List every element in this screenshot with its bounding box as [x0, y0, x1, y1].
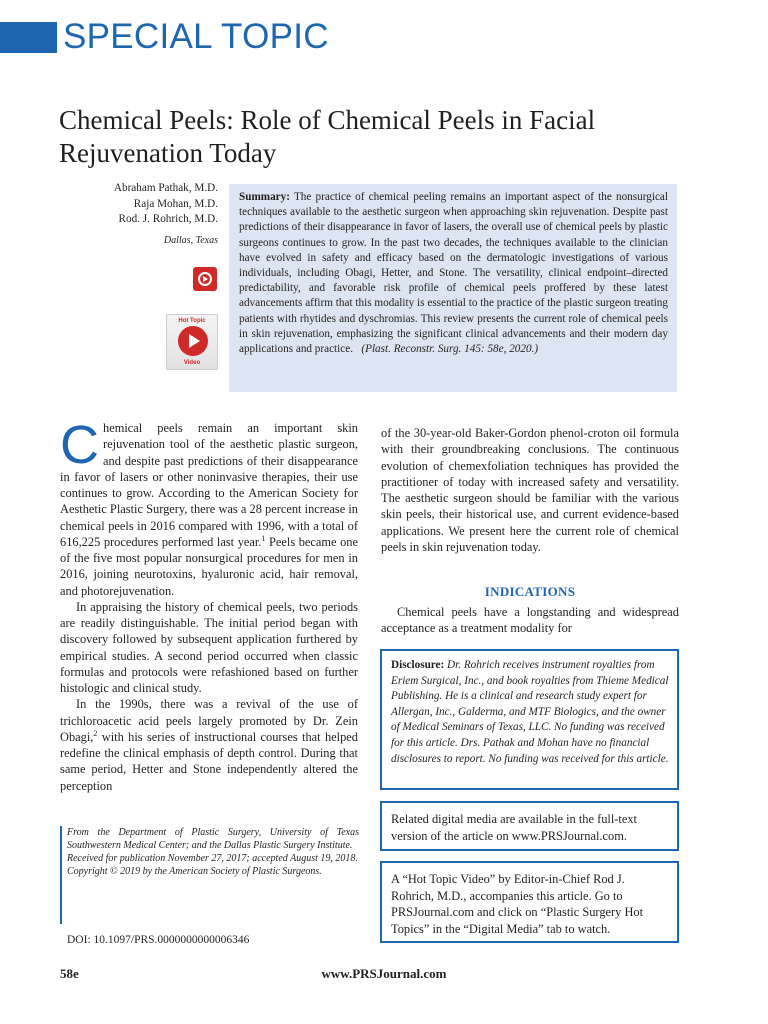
- disclosure-box: [380, 649, 679, 790]
- disclosure-label: Disclosure:: [391, 659, 445, 671]
- drop-cap: C: [60, 415, 99, 475]
- paragraph: Chemical peels have a longstanding and widespread acceptance as a treatment modality for: [381, 605, 679, 636]
- author-location: Dallas, Texas: [163, 234, 218, 246]
- section-label: SPECIAL TOPIC: [63, 17, 329, 56]
- summary-text: The practice of chemical peeling remains an important aspect of the nonsurgical techniques available to the aesthetic surgeon when approaching skin rejuvenation. Despite past predictions of their disappearance in favor of lasers, the overall use of chemical peels by plastic surgeons continues to grow. In the past two decades, the techniques available to the clinician have evolved in safety and efficacy based on the dermatologic investigations of various individuals, including Obagi, Hetter, and Stone. The versatility, clinical endpoint–directed predictability, and favorable risk profile of chemical peels proffered by these latest advancements affirm that this modality is essential to the practice of the plastic surgeon treating patients with rhytides and dyschromias. This review presents the current role of chemical peels in skin rejuvenation, emphasizing the significant clinical advancements and their modern day applications and practice.: [239, 191, 668, 356]
- paragraph: In the 1990s, there was a revival of the use of trichloroacetic acid peels largely promoted by Dr. Zein Obagi,: [60, 697, 358, 744]
- video-play-icon[interactable]: [193, 267, 217, 291]
- reference-marker[interactable]: 1: [261, 533, 266, 543]
- reference-marker[interactable]: 2: [93, 728, 98, 738]
- paragraph: hemical peels remain an important skin rejuvenation tool of the aesthetic plastic surgeon, and despite past predictions of their disappearance in favor of lasers or other noninvasive therapies, their use continues to grow. According to the American Society for Aesthetic Plastic Surgery, there was a 28 percent increase in chemical peels in 2016 compared with 1996, with a total of 616,225 procedures performed last year.: [60, 421, 358, 549]
- thumb-label-top: Hot Topic: [178, 318, 206, 324]
- hot-topic-box[interactable]: A “Hot Topic Video” by Editor-in-Chief Rod J. Rohrich, M.D., accompanies this article. Go to PRSJournal.com and click on “Plastic Surgery Hot Topics” in the “Digital Media” tab to watch.: [380, 861, 679, 943]
- author-name: Rod. J. Rohrich, M.D.: [118, 213, 218, 225]
- doi-link[interactable]: DOI: 10.1097/PRS.0000000000006346: [67, 934, 250, 946]
- hot-topic-video-thumbnail[interactable]: [166, 314, 218, 370]
- footnote-received: Received for publication November 27, 2017; accepted August 19, 2018.: [67, 853, 358, 864]
- author-name: Abraham Pathak, M.D.: [113, 182, 218, 194]
- disclosure-text: Dr. Rohrich receives instrument royalties from Eriem Surgical, Inc., and book royalties from Thieme Medical Publishing. He is a clinical and research study expert for Allergan, Inc., Galderma, and MTF Biologics, and the owner of Medical Seminars of Texas, LLC. No funding was received for this article. Drs. Pathak and Mohan have no financial disclosures to report. No funding was received for this article.: [391, 659, 669, 765]
- footnote-rule: [60, 826, 62, 924]
- paragraph-tail: with his series of instructional courses that helped redefine the clinical emphasis of depth control. During that same period, Hetter and Stone independently altered the perception: [60, 729, 358, 793]
- body-column-right: [381, 425, 679, 555]
- author-list: [60, 181, 218, 248]
- paragraph-tail: Peels became one of the five most popular nonsurgical procedures for men in 2016, joining neurotoxins, hyaluronic acid, hair removal, and photorejuvenation.: [60, 534, 359, 598]
- section-heading: INDICATIONS: [484, 584, 576, 599]
- indications-text: [381, 604, 679, 637]
- footnote: [67, 826, 359, 878]
- thumb-label-bottom: Video: [183, 360, 201, 366]
- paragraph: In appraising the history of chemical peels, two periods are readily distinguishable. The initial period began with discovery followed by subsequent application furthered by empirical studies. A second period occurred when classic formulas and protocols were refashioned based on further histologic and clinical study.: [60, 599, 358, 695]
- body-column-left: [60, 415, 359, 794]
- paragraph: of the 30-year-old Baker-Gordon phenol-croton oil formula with their groundbreaking conclusions. The continuous evolution of chemexfoliation techniques has provided the practitioner of today with increased safety and versatility. The aesthetic surgeon should be familiar with the various skin peels, their historical use, and current evidence-based applications. We present here the current role of chemical peels in skin rejuvenation today.: [381, 426, 679, 554]
- play-icon: [178, 326, 208, 356]
- article-title: Chemical Peels: Role of Chemical Peels in Facial Rejuvenation Today: [59, 105, 596, 168]
- footnote-affiliation: From the Department of Plastic Surgery, University of Texas Southwestern Medical Center; and the Dallas Plastic Surgery Institute.: [67, 827, 359, 851]
- related-media-box[interactable]: Related digital media are available in the full-text version of the article on www.PRSJournal.com.: [380, 801, 679, 851]
- footnote-copyright: Copyright © 2019 by the American Society of Plastic Surgeons.: [67, 866, 322, 877]
- author-name: Raja Mohan, M.D.: [133, 197, 218, 210]
- journal-url[interactable]: www.PRSJournal.com: [321, 966, 447, 981]
- summary-box: [229, 184, 677, 392]
- section-color-bar: [0, 22, 57, 53]
- summary-citation: (Plast. Reconstr. Surg. 145: 58e, 2020.): [361, 343, 539, 356]
- page-number: 58e: [60, 966, 79, 981]
- summary-label: Summary:: [239, 191, 290, 203]
